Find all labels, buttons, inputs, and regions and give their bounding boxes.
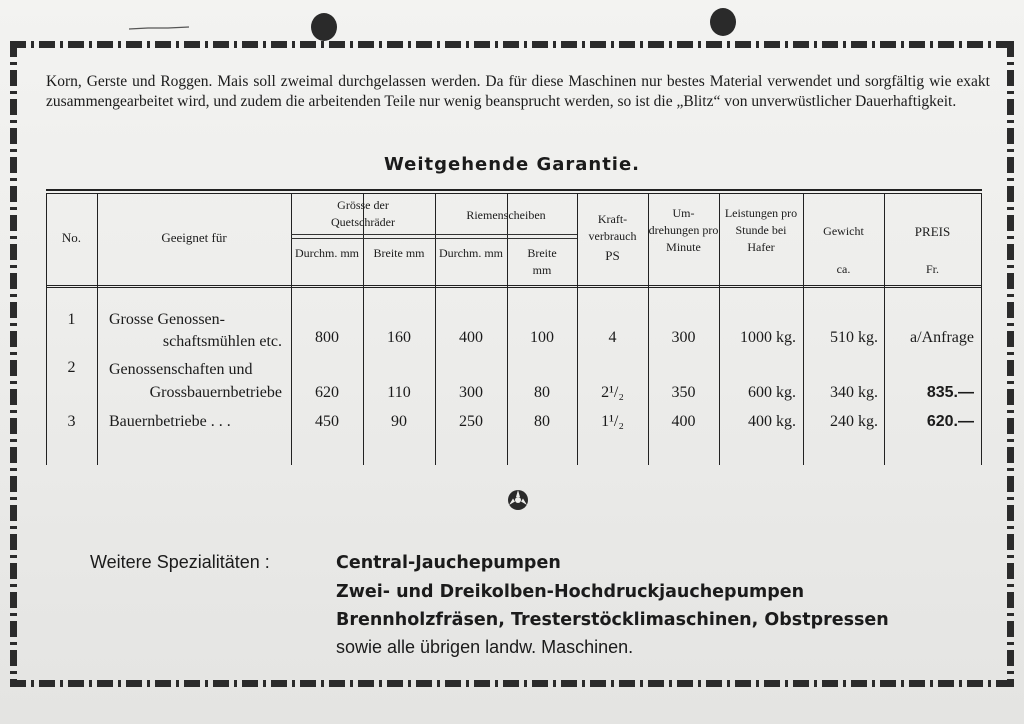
header-price: PREIS	[914, 224, 951, 239]
row3-no: 3	[67, 413, 76, 430]
table-top-rule-inner	[46, 193, 982, 194]
row1-output: 1000 kg.	[740, 329, 796, 346]
page-heading: Weitgehende Garantie.	[383, 154, 641, 175]
row1-roller-diameter: 800	[315, 329, 339, 346]
row1-roller-width: 160	[387, 329, 411, 346]
row2-rpm: 350	[671, 384, 696, 401]
header-suitable: Geeignet für	[161, 230, 227, 245]
pencil-mark	[128, 26, 190, 30]
row3-weight: 240 kg.	[830, 413, 878, 430]
pin-left	[311, 13, 337, 41]
row2-no: 2	[67, 359, 76, 376]
header-no: No.	[61, 230, 82, 245]
row1-suitable-line1: Grosse Genossen-	[109, 311, 225, 328]
header-roller-width: Breite mm	[373, 246, 425, 260]
header-size-group: Grösse der Quetschräder	[331, 198, 395, 229]
row3-roller-width: 90	[391, 413, 407, 430]
row2-roller-diameter: 620	[315, 384, 339, 401]
frame-left	[10, 41, 17, 687]
row1-no: 1	[67, 311, 76, 328]
row2-power: 2¹/₂	[601, 384, 624, 401]
table-header-rule-2	[46, 287, 982, 288]
row3-output: 400 kg.	[748, 413, 796, 430]
row1-pulley-diameter: 400	[459, 329, 483, 346]
specification-table	[46, 189, 982, 465]
header-output: Leistungen pro Stunde bei Hafer	[724, 206, 798, 254]
header-rpm: Um-drehungen pro Minute	[648, 206, 719, 254]
header-pulley-diameter: Durchm. mm	[439, 246, 503, 260]
header-power-unit: PS	[605, 248, 620, 263]
specialties-label: Weitere Spezialitäten :	[90, 552, 270, 572]
row2-price: 835.—	[926, 384, 974, 401]
header-weight: Gewicht	[823, 224, 864, 238]
header-pulley-width: Breite mm	[527, 246, 557, 277]
header-power: Kraft-verbrauch	[588, 212, 637, 243]
row2-output: 600 kg.	[748, 384, 796, 401]
row3-roller-diameter: 450	[315, 413, 339, 430]
row1-weight: 510 kg.	[830, 329, 878, 346]
row2-suitable-line2: Grossbauernbetriebe	[149, 384, 282, 401]
specialty-line-1: Central-Jauchepumpen	[336, 553, 561, 573]
header-roller-diameter: Durchm. mm	[295, 246, 359, 260]
row3-price: 620.—	[926, 413, 974, 430]
pin-right	[710, 8, 736, 36]
row1-rpm: 300	[671, 329, 696, 346]
specialty-line-3: Brennholzfräsen, Tresterstöcklimaschinen, Obstpressen	[336, 610, 889, 630]
row3-rpm: 400	[671, 413, 696, 430]
header-belt-group: Riemenscheiben	[466, 208, 546, 222]
group-rule-belt	[435, 234, 577, 239]
row2-pulley-diameter: 300	[459, 384, 483, 401]
group-rule-size	[291, 234, 435, 239]
row1-suitable-line2: schaftsmühlen etc.	[162, 333, 282, 350]
table-header-rule	[46, 285, 982, 286]
row1-power: 4	[608, 329, 617, 346]
row2-roller-width: 110	[387, 384, 411, 401]
header-weight-unit: ca.	[836, 262, 851, 276]
row2-weight: 340 kg.	[830, 384, 878, 401]
frame-bottom	[10, 680, 1014, 687]
row1-pulley-width: 100	[530, 329, 554, 346]
specialty-line-2: Zwei- und Dreikolben-Hochdruckjauchepumpen	[336, 582, 805, 602]
row3-power: 1¹/₂	[601, 413, 624, 430]
frame-top	[10, 41, 1014, 48]
intro-paragraph: Korn, Gerste und Roggen. Mais soll zweimal durchgelassen werden. Da für diese Maschinen nur bestes Material verwendet und sorgfältig wie exakt zusammengearbeitet wird, und zudem die arbeitenden Teile nur wenig beansprucht werden, so ist die „Blitz“ von unverwüstlicher Dauerhaftigkeit.	[46, 73, 990, 110]
row3-pulley-width: 80	[534, 413, 550, 430]
row2-pulley-width: 80	[534, 384, 550, 401]
table-top-rule	[46, 189, 982, 191]
row1-price: a/Anfrage	[910, 329, 974, 346]
row3-suitable-line1: Bauernbetriebe . . .	[109, 413, 231, 430]
frame-right	[1007, 41, 1014, 687]
table-border-right	[981, 193, 982, 465]
ornament-icon	[507, 489, 529, 511]
specialty-line-4: sowie alle übrigen landw. Maschinen.	[336, 637, 634, 657]
header-price-unit: Fr.	[925, 262, 939, 276]
row3-pulley-diameter: 250	[459, 413, 483, 430]
row2-suitable-line1: Genossenschaften und	[109, 361, 253, 378]
